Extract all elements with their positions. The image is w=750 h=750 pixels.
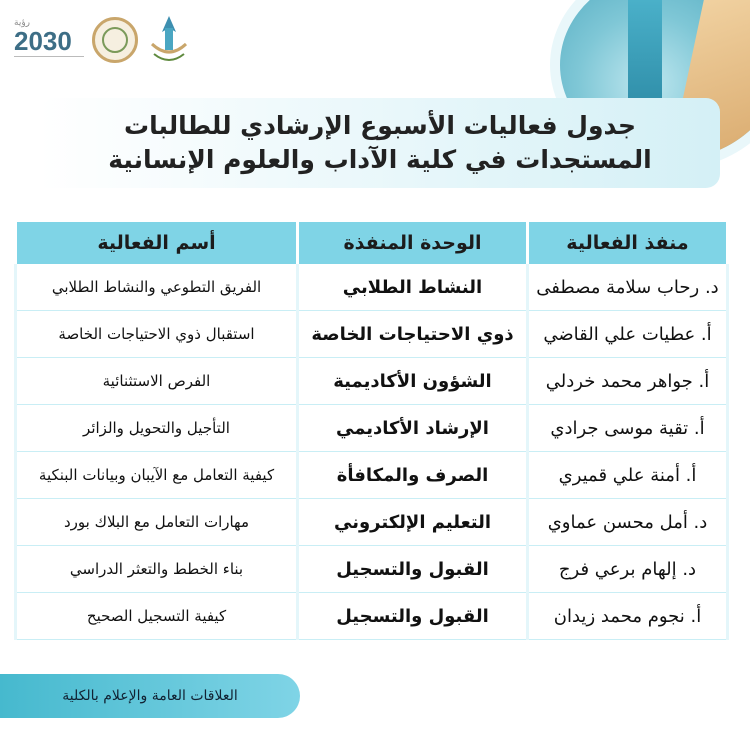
title-line-2: المستجدات في كلية الآداب والعلوم الإنسانية bbox=[108, 145, 652, 174]
cell-executor: د. أمل محسن عماوي bbox=[528, 499, 728, 546]
cell-unit: النشاط الطلابي bbox=[298, 264, 528, 311]
seal-logo bbox=[92, 17, 138, 63]
cell-executor: أ. نجوم محمد زيدان bbox=[528, 593, 728, 640]
cell-event: التأجيل والتحويل والزائر bbox=[16, 405, 298, 452]
cell-unit: القبول والتسجيل bbox=[298, 546, 528, 593]
cell-executor: أ. تقية موسى جرادي bbox=[528, 405, 728, 452]
table-header-row bbox=[16, 222, 728, 264]
cell-unit: ذوي الاحتياجات الخاصة bbox=[298, 311, 528, 358]
cell-executor: أ. أمنة علي قميري bbox=[528, 452, 728, 499]
header-executor: منفذ الفعالية bbox=[528, 222, 728, 264]
table-row bbox=[16, 452, 728, 499]
cell-event: كيفية التسجيل الصحيح bbox=[16, 593, 298, 640]
table-row bbox=[16, 264, 728, 311]
cell-event: الفريق التطوعي والنشاط الطلابي bbox=[16, 264, 298, 311]
logos-group bbox=[14, 14, 192, 66]
vision-number: 2030 bbox=[14, 25, 72, 56]
footer-banner bbox=[0, 674, 300, 718]
cell-event: مهارات التعامل مع البلاك بورد bbox=[16, 499, 298, 546]
header-unit: الوحدة المنفذة bbox=[298, 222, 528, 264]
events-table bbox=[14, 222, 729, 640]
header-event: أسم الفعالية bbox=[16, 222, 298, 264]
cell-event: كيفية التعامل مع الآيبان وبيانات البنكية bbox=[16, 452, 298, 499]
cell-executor: د. إلهام برعي فرج bbox=[528, 546, 728, 593]
cell-executor: أ. عطيات علي القاضي bbox=[528, 311, 728, 358]
vision-2030-logo bbox=[14, 18, 84, 63]
title-line-1: جدول فعاليات الأسبوع الإرشادي للطالبات bbox=[124, 111, 636, 140]
cell-unit: الإرشاد الأكاديمي bbox=[298, 405, 528, 452]
table-row bbox=[16, 405, 728, 452]
table-row bbox=[16, 311, 728, 358]
cell-unit: التعليم الإلكتروني bbox=[298, 499, 528, 546]
footer-text: العلاقات العامة والإعلام بالكلية bbox=[62, 688, 238, 704]
cell-executor: أ. جواهر محمد خردلي bbox=[528, 358, 728, 405]
table-row bbox=[16, 358, 728, 405]
table-row bbox=[16, 593, 728, 640]
title-box bbox=[40, 98, 720, 188]
table-row bbox=[16, 499, 728, 546]
cell-event: استقبال ذوي الاحتياجات الخاصة bbox=[16, 311, 298, 358]
cell-unit: الشؤون الأكاديمية bbox=[298, 358, 528, 405]
cell-event: بناء الخطط والتعثر الدراسي bbox=[16, 546, 298, 593]
cell-unit: القبول والتسجيل bbox=[298, 593, 528, 640]
cell-unit: الصرف والمكافأة bbox=[298, 452, 528, 499]
vision-divider bbox=[14, 56, 84, 63]
university-logo bbox=[146, 14, 192, 66]
seal-inner-icon bbox=[102, 27, 128, 53]
table-row bbox=[16, 546, 728, 593]
cell-executor: د. رحاب سلامة مصطفى bbox=[528, 264, 728, 311]
cell-event: الفرص الاستثنائية bbox=[16, 358, 298, 405]
vision-arabic-text: رؤية bbox=[14, 17, 31, 28]
